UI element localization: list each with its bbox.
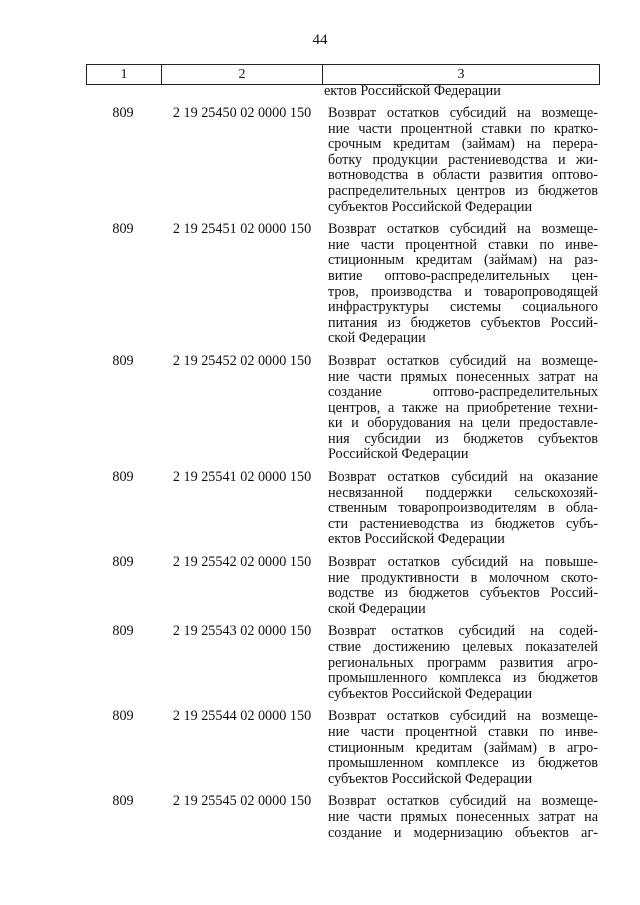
description-line: ние продуктивности в молочном ското- bbox=[328, 569, 598, 586]
table-row bbox=[86, 624, 600, 702]
description-line: субъектов Российской Федерации bbox=[328, 198, 533, 215]
description-line: инфраструктуры системы социального bbox=[328, 299, 598, 316]
admin-code-cell: 809 bbox=[112, 105, 134, 121]
admin-code-cell: 809 bbox=[112, 221, 134, 238]
description-line: стиционным кредитам (займам) в агро- bbox=[328, 739, 598, 756]
description-line: ки и оборудования на цели предоставле- bbox=[328, 415, 598, 432]
description-line: сти растениеводства из бюджетов субъ- bbox=[328, 515, 598, 532]
description-line: питания из бюджетов субъектов Россий- bbox=[328, 314, 598, 331]
budget-code-cell: 2 19 25543 02 0000 150 bbox=[172, 623, 312, 640]
table-body bbox=[86, 106, 600, 848]
table-row bbox=[86, 794, 600, 841]
header-col-1: 1 bbox=[87, 65, 162, 85]
description-cell bbox=[328, 106, 598, 215]
admin-code-cell: 809 bbox=[112, 469, 134, 486]
header-col-3: 3 bbox=[323, 65, 600, 85]
description-line: Возврат остатков субсидий на повыше- bbox=[328, 554, 598, 571]
table-row bbox=[86, 106, 600, 215]
description-line: тров, производства и товаропроводящей bbox=[328, 283, 598, 300]
description-line: ской Федерации bbox=[328, 600, 426, 617]
description-line: ние части процентной ставки по инве- bbox=[328, 723, 598, 740]
budget-code-cell: 2 19 25451 02 0000 150 bbox=[172, 221, 312, 238]
description-cell bbox=[328, 555, 598, 617]
description-line: ствие достижению целевых показателей bbox=[328, 639, 598, 655]
description-cell bbox=[328, 354, 598, 463]
description-cell bbox=[328, 624, 598, 702]
description-line: Возврат остатков субсидий на оказание bbox=[328, 469, 598, 486]
description-line: ние части процентной ставки по инве- bbox=[328, 236, 598, 253]
description-line: вотноводства в области развития оптово- bbox=[328, 167, 598, 184]
description-line: создание оптово-распределительных bbox=[328, 384, 598, 401]
description-line: ния субсидии из бюджетов субъектов bbox=[328, 430, 598, 447]
description-line: Возврат остатков субсидий на возмеще- bbox=[328, 793, 598, 810]
description-line: центров, а также на приобретение техни- bbox=[328, 399, 598, 416]
table-header-row bbox=[87, 65, 600, 85]
description-line: распределительных центров из бюджетов bbox=[328, 182, 598, 199]
admin-code-cell: 809 bbox=[112, 793, 134, 810]
admin-code-cell: 809 bbox=[112, 623, 134, 640]
description-line: стиционным кредитам (займам) на раз- bbox=[328, 252, 598, 269]
budget-code-cell: 2 19 25542 02 0000 150 bbox=[172, 554, 312, 571]
budget-code-cell: 2 19 25544 02 0000 150 bbox=[172, 708, 312, 725]
description-line: Возврат остатков субсидий на содей- bbox=[328, 623, 598, 640]
description-line: срочным кредитам (займам) на перера- bbox=[328, 136, 598, 153]
admin-code-cell: 809 bbox=[112, 554, 134, 571]
description-line: ственным товаропроизводителям в обла- bbox=[328, 500, 598, 517]
description-line: ектов Российской Федерации bbox=[328, 531, 505, 548]
description-line: субъектов Российской Федерации bbox=[328, 770, 533, 787]
description-cell bbox=[328, 794, 598, 841]
description-line: ние части процентной ставки по кратко- bbox=[328, 120, 598, 137]
description-line: несвязанной поддержки сельскохозяй- bbox=[328, 484, 598, 501]
description-line: Возврат остатков субсидий на возмеще- bbox=[328, 105, 598, 121]
description-line: ние части прямых понесенных затрат на bbox=[328, 808, 598, 825]
description-line: ской Федерации bbox=[328, 330, 426, 347]
continuation-text: ектов Российской Федерации bbox=[324, 83, 501, 99]
description-line: субъектов Российской Федерации bbox=[328, 685, 533, 702]
description-cell bbox=[328, 470, 598, 548]
description-line: Возврат остатков субсидий на возмеще- bbox=[328, 352, 598, 369]
budget-code-cell: 2 19 25452 02 0000 150 bbox=[172, 352, 312, 369]
description-line: витие оптово-распределительных цен- bbox=[328, 267, 598, 284]
description-line: промышленного комплекса из бюджетов bbox=[328, 670, 598, 687]
description-line: промышленном комплексе из бюджетов bbox=[328, 755, 598, 772]
budget-code-cell: 2 19 25450 02 0000 150 bbox=[172, 105, 312, 121]
description-cell bbox=[328, 222, 598, 347]
description-line: водстве из бюджетов субъектов Россий- bbox=[328, 585, 598, 602]
admin-code-cell: 809 bbox=[112, 708, 134, 725]
description-line: ние части прямых понесенных затрат на bbox=[328, 368, 598, 385]
description-line: Российской Федерации bbox=[328, 446, 469, 463]
budget-code-cell: 2 19 25541 02 0000 150 bbox=[172, 469, 312, 486]
description-cell bbox=[328, 709, 598, 787]
description-line: региональных программ развития агро- bbox=[328, 654, 598, 671]
budget-code-cell: 2 19 25545 02 0000 150 bbox=[172, 793, 312, 810]
table-row bbox=[86, 354, 600, 463]
table-row bbox=[86, 222, 600, 347]
table-row bbox=[86, 470, 600, 548]
admin-code-cell: 809 bbox=[112, 352, 134, 369]
header-col-2: 2 bbox=[162, 65, 323, 85]
description-line: создание и модернизацию объектов аг- bbox=[328, 824, 598, 841]
table-header bbox=[86, 64, 600, 85]
description-line: Возврат остатков субсидий на возмеще- bbox=[328, 708, 598, 725]
table-row bbox=[86, 555, 600, 617]
description-line: ботку продукции растениеводства и жи- bbox=[328, 151, 598, 168]
description-line: Возврат остатков субсидий на возмеще- bbox=[328, 221, 598, 238]
table-row bbox=[86, 709, 600, 787]
page-number: 44 bbox=[312, 32, 328, 48]
